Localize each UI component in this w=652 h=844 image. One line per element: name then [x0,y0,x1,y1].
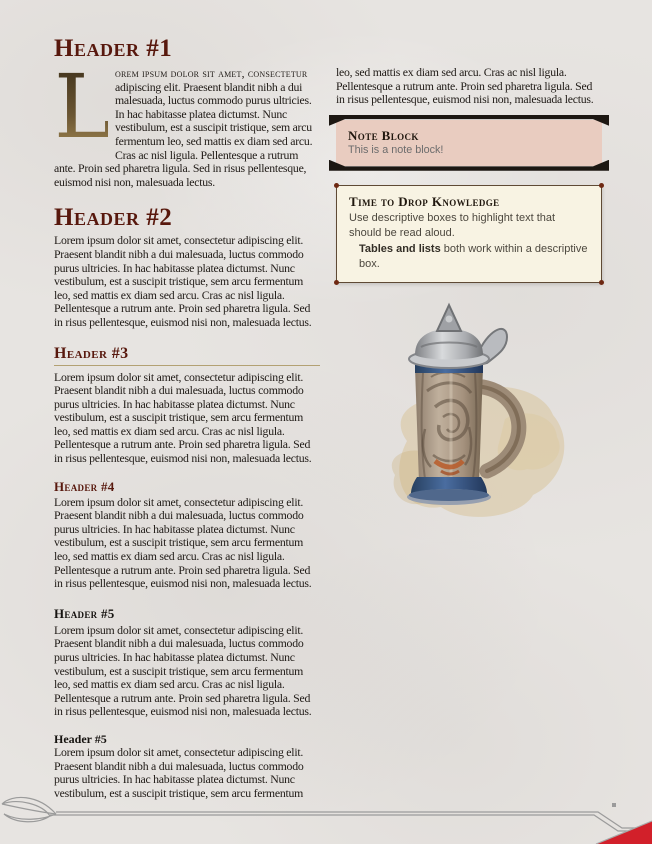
corner-dot-icon [599,280,604,285]
left-column [54,36,320,801]
descriptive-box-title: Time to Drop Knowledge [349,193,500,209]
intro-rest: adipiscing elit. Praesent blandit nibh a dui malesuada, luctus commodo purus ultricies. In hac habitasse platea dictumst. Nunc vestibulum, est a suscipit tristique, sem arcu fermentum leo, sed mattis ex diam sed arcu. Cras ac nisl ligula. Pellentesque a rutrum ante. Proin sed pharetra ligula. Sed in risus pellentesque, euismod nisi non, malesuada lectus. [54,79,313,189]
descriptive-box-line2 [349,242,589,272]
header-3: Header #3 [54,345,320,366]
descriptive-box-line2-rest: both work within a descriptive box. [359,242,588,270]
intro-paragraph [54,55,320,189]
descriptive-box-line1: Use descriptive boxes to highlight text that should be read aloud. [349,211,556,239]
beer-stein-svg [355,299,583,531]
note-block [336,120,602,166]
beer-stein-illustration [355,299,583,536]
header-1: Header #1 [54,35,173,62]
note-block-body: This is a note block! [348,143,444,156]
right-column [336,36,602,801]
continuation-paragraph: leo, sed mattis ex diam sed arcu. Cras ac nisl ligula. Pellentesque a rutrum ante. Proin sed pharetra ligula. Sed in risus pellentesque, euismod nisi non, malesuada lectus. [336,65,594,107]
header-4: Header #4 [54,478,115,494]
corner-dot-icon [334,183,339,188]
truncated-paragraph: Lorem ipsum dolor sit amet, consectetur adipiscing elit. Praesent blandit nibh a dui malesuada, luctus commodo purus ultricies. In hac habitasse platea dictumst. Nunc vestibulum, est a suscipit tristique, sem arcu fermentum [54,744,304,800]
note-block-title: Note Block [348,127,419,143]
intro-lead-smallcaps: orem ipsum dolor sit amet, consectetur [115,66,308,80]
header-2: Header #2 [54,204,173,232]
corner-dot-icon [599,183,604,188]
corner-dot-icon [334,280,339,285]
paragraph-after-header-4: Lorem ipsum dolor sit amet, consectetur adipiscing elit. Praesent blandit nibh a dui malesuada, luctus commodo purus ultricies. In hac habitasse platea dictumst. Nunc vestibulum, est a suscipit tristique, sem arcu fermentum leo, sed mattis ex diam sed arcu. Cras ac nisl ligula. Pellentesque a rutrum ante. Proin sed pharetra ligula. Sed in risus pellentesque, euismod nisi non, malesuada lectus. [54,494,312,591]
paragraph-after-header-2: Lorem ipsum dolor sit amet, consectetur adipiscing elit. Praesent blandit nibh a dui malesuada, luctus commodo purus ultricies. In hac habitasse platea dictumst. Nunc vestibulum, est a suscipit tristique, sem arcu fermentum leo, sed mattis ex diam sed arcu. Cras ac nisl ligula. Pellentesque a rutrum ante. Proin sed pharetra ligula. Sed in risus pellentesque, euismod nisi non, malesuada lectus. [54,233,312,329]
footer-ornament [0,790,652,844]
drop-cap-letter: L [54,55,113,158]
paragraph-after-header-3: Lorem ipsum dolor sit amet, consectetur adipiscing elit. Praesent blandit nibh a dui malesuada, luctus commodo purus ultricies. In hac habitasse platea dictumst. Nunc vestibulum, est a suscipit tristique, sem arcu fermentum leo, sed mattis ex diam sed arcu. Cras ac nisl ligula. Pellentesque a rutrum ante. Proin sed pharetra ligula. Sed in risus pellentesque, euismod nisi non, malesuada lectus. [54,369,312,466]
header-5-bold: Header #5 [54,731,107,746]
descriptive-box-line2-bold: Tables and lists [359,242,441,255]
header-5: Header #5 [54,605,115,621]
descriptive-box [336,185,602,283]
paragraph-after-header-5: Lorem ipsum dolor sit amet, consectetur adipiscing elit. Praesent blandit nibh a dui malesuada, luctus commodo purus ultricies. In hac habitasse platea dictumst. Nunc vestibulum, est a suscipit tristique, sem arcu fermentum leo, sed mattis ex diam sed arcu. Cras ac nisl ligula. Pellentesque a rutrum ante. Proin sed pharetra ligula. Sed in risus pellentesque, euismod nisi non, malesuada lectus. [54,622,312,719]
